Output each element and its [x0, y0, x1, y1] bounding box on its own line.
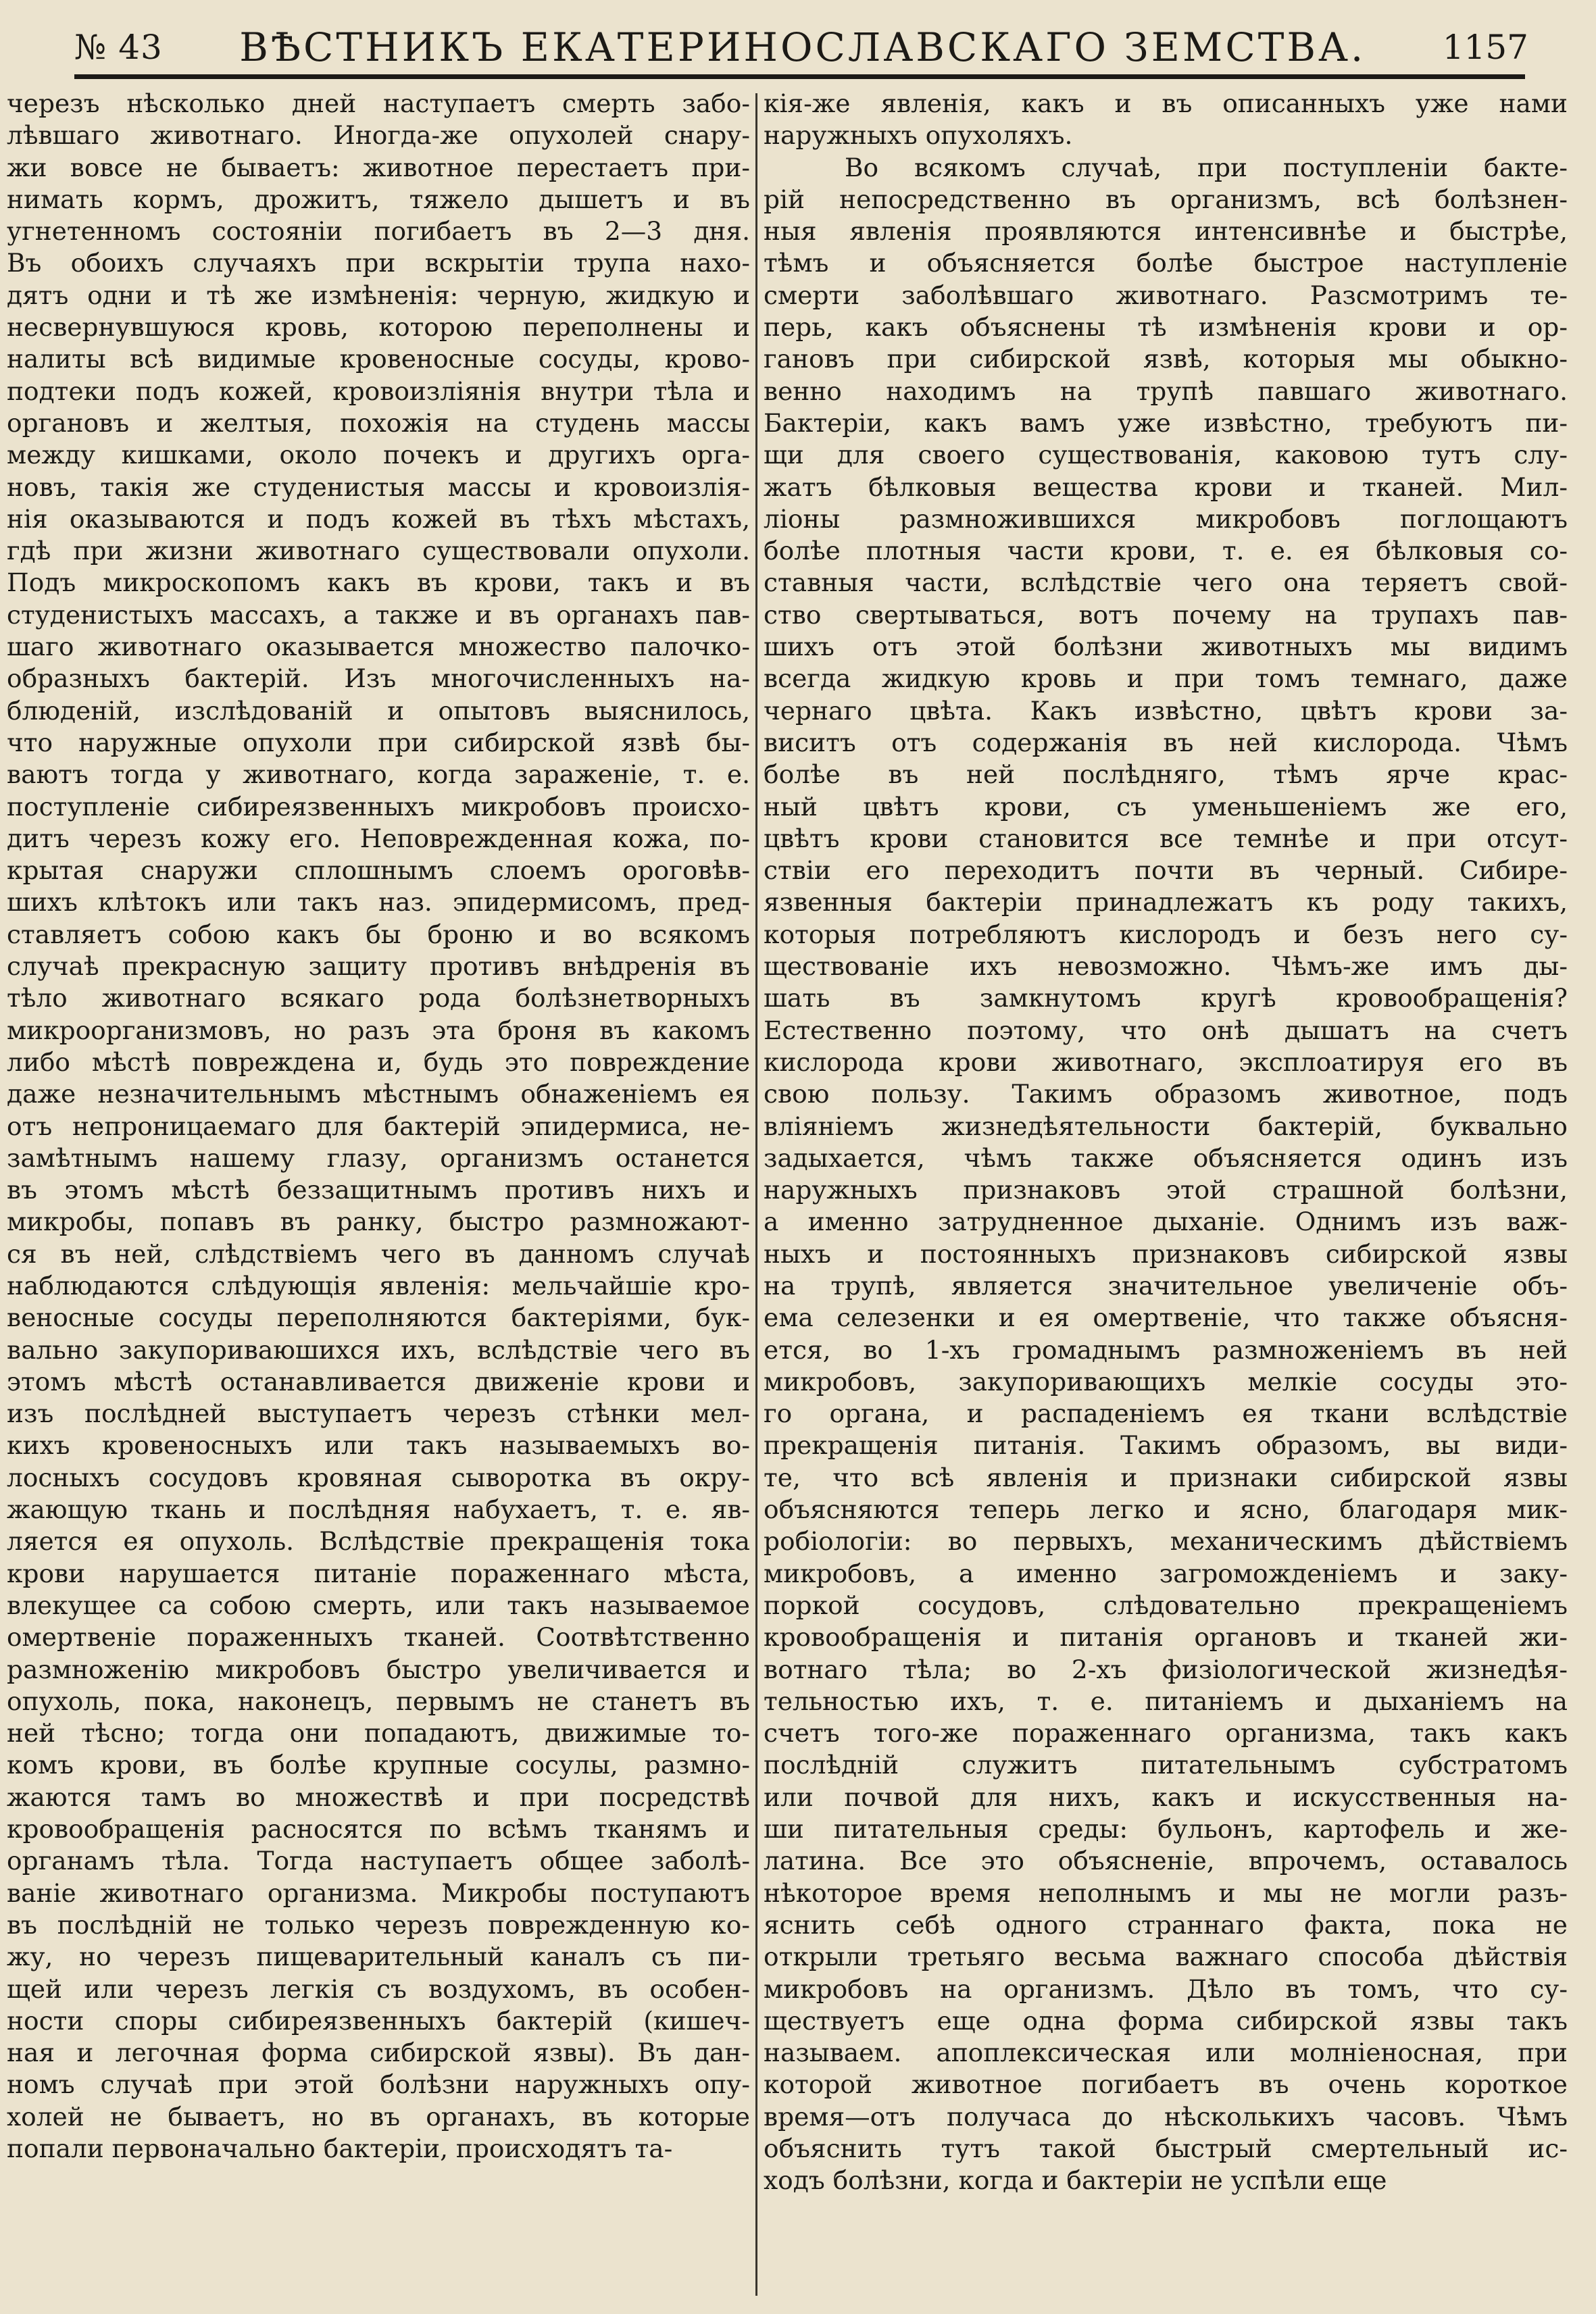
text-line: ныхъ и постоянныхъ признаковъ сибирской язвы [764, 1238, 1568, 1269]
text-line: кихъ кровеносныхъ или такъ называемыхъ во- [7, 1430, 750, 1461]
text-line: называем. апоплексическая или молніеносная, при [764, 2038, 1568, 2068]
text-line: кровообращенія и питанія органовъ и тканей жи- [764, 1622, 1568, 1653]
text-line: дятъ одни и тѣ же измѣненія: черную, жидкую и [7, 280, 750, 310]
text-line: перь, какъ объяснены тѣ измѣненія крови и ор- [764, 312, 1568, 343]
text-line: время—отъ получаса до нѣсколькихъ часовъ. Чѣмъ [764, 2101, 1568, 2132]
text-line: микробы, попавъ въ ранку, быстро размножают- [7, 1207, 750, 1237]
text-line: микроорганизмовъ, но разъ эта броня въ какомъ [7, 1015, 750, 1045]
text-line: рій непосредственно въ организмъ, всѣ болѣзнен- [764, 184, 1568, 214]
text-line: изъ послѣдней выступаетъ черезъ стѣнки мел- [7, 1399, 750, 1429]
text-line: въ этомъ мѣстѣ беззащитнымъ противъ нихъ и [7, 1175, 750, 1205]
text-line: прекращенія питанія. Такимъ образомъ, вы види- [764, 1430, 1568, 1461]
text-line: послѣдній служитъ питательнымъ субстратомъ [764, 1750, 1568, 1780]
text-line: комъ крови, въ болѣе крупные сосулы, размно- [7, 1750, 750, 1780]
text-line: те, что всѣ явленія и признаки сибирской язвы [764, 1462, 1568, 1492]
text-line: вотнаго тѣла; во 2-хъ физіологической жизнедѣя- [764, 1654, 1568, 1684]
text-line: Во всякомъ случаѣ, при поступленіи бакте- [845, 152, 1568, 182]
text-line: подтеки подъ кожей, кровоизліянія внутри тѣла и [7, 376, 750, 406]
text-line: смерти заболѣвшаго животнаго. Разсмотримъ те- [764, 280, 1568, 310]
text-line: тѣло животнаго всякаго рода болѣзнетворныхъ [7, 983, 750, 1013]
text-line: щи для своего существованія, каковою тутъ слу- [764, 440, 1568, 470]
page-header [74, 20, 1528, 74]
text-line: ныя явленія проявляются интенсивнѣе и быстрѣе, [764, 216, 1568, 247]
masthead-title: ВѢСТНИКЪ ЕКАТЕРИНОСЛАВСКАГО ЗЕМСТВА. [239, 24, 1366, 70]
text-line: счетъ того-же пораженнаго организма, такъ какъ [764, 1718, 1568, 1749]
text-line: образныхъ бактерій. Изъ многочисленныхъ на- [7, 663, 750, 694]
text-line: задыхается, чѣмъ также объясняется одинъ изъ [764, 1142, 1568, 1173]
text-line: угнетенномъ состояніи погибаетъ въ 2—3 дня. [7, 216, 750, 247]
text-line: Естественно поэтому, что онѣ дышатъ на счетъ [764, 1015, 1568, 1045]
text-line: тѣмъ и объясняется болѣе быстрое наступленіе [764, 248, 1568, 278]
text-line: цвѣтъ крови становится все темнѣе и при отсут- [764, 823, 1568, 853]
text-line: шаго животнаго оказывается множество палочко- [7, 632, 750, 662]
text-line: влекущее са собою смерть, или такъ называемое [7, 1590, 750, 1620]
left-column [7, 88, 750, 2165]
text-line: ществованіе ихъ невозможно. Чѣмъ-же имъ ды- [764, 951, 1568, 982]
text-line: микробовъ на организмъ. Дѣло въ томъ, что су- [764, 1973, 1568, 2004]
text-line: щей или черезъ легкія съ воздухомъ, въ особен- [7, 1973, 750, 2004]
text-line: размноженію микробовъ быстро увеличивается и [7, 1654, 750, 1684]
text-line: веносные сосуды переполняются бактеріями, бук- [7, 1303, 750, 1333]
text-line: микробовъ, а именно загроможденіемъ и заку- [764, 1558, 1568, 1588]
text-line: всегда жидкую кровь и при томъ темнаго, даже [764, 663, 1568, 694]
text-line: шать въ замкнутомъ кругѣ кровообращенія? [764, 983, 1568, 1013]
text-line: лѣвшаго животнаго. Иногда-же опухолей снару- [7, 120, 750, 151]
text-line: ней тѣсно; тогда они попадаютъ, движимые то- [7, 1718, 750, 1749]
text-line: органамъ тѣла. Тогда наступаетъ общее заболѣ- [7, 1846, 750, 1876]
text-line: ліоны размножившихся микробовъ поглощаютъ [764, 503, 1568, 534]
text-line: тельностью ихъ, т. е. питаніемъ и дыханіемъ на [764, 1686, 1568, 1716]
text-line: даже незначительнымъ мѣстнымъ обнаженіемъ ея [7, 1079, 750, 1109]
text-line: или почвой для нихъ, какъ и искусственныя на- [764, 1782, 1568, 1812]
text-line: болѣе въ ней послѣдняго, тѣмъ ярче крас- [764, 759, 1568, 790]
text-line: вліяніемъ жизнедѣятельности бактерій, буквально [764, 1111, 1568, 1141]
text-line: ставныя части, вслѣдствіе чего она теряетъ свой- [764, 568, 1568, 598]
text-line: шихъ клѣтокъ или такъ наз. эпидермисомъ, пред- [7, 887, 750, 917]
text-line: Въ обоихъ случаяхъ при вскрытіи трупа нахо- [7, 248, 750, 278]
text-line: объясняются теперь легко и ясно, благодаря мик- [764, 1494, 1568, 1525]
text-line: ляется ея опухоль. Вслѣдствіе прекращенія тока [7, 1526, 750, 1557]
text-line: виситъ отъ содержанія въ ней кислорода. Чѣмъ [764, 727, 1568, 757]
text-line: лосныхъ сосудовъ кровяная сыворотка въ окру- [7, 1462, 750, 1492]
text-line: жатъ бѣлковыя вещества крови и тканей. Мил- [764, 472, 1568, 502]
page-number: 1157 [1442, 28, 1528, 67]
text-line: ходъ болѣзни, когда и бактеріи не успѣли еще [764, 2165, 1387, 2196]
text-line: омертвеніе пораженныхъ тканей. Соотвѣтственно [7, 1622, 750, 1653]
text-line: открыли третьяго весьма важнаго способа дѣйствія [764, 1942, 1568, 1972]
text-line: язвенныя бактеріи принадлежатъ къ роду такихъ, [764, 887, 1568, 917]
text-line: ществуетъ еще одна форма сибирской язвы такъ [764, 2005, 1568, 2036]
text-line: опухоль, пока, наконецъ, первымъ не станетъ въ [7, 1686, 750, 1716]
text-line: чернаго цвѣта. Какъ извѣстно, цвѣтъ крови за- [764, 695, 1568, 726]
text-line: въ послѣдній не только черезъ поврежденную ко- [7, 1909, 750, 1940]
text-line: этомъ мѣстѣ останавливается движеніе крови и [7, 1366, 750, 1397]
text-line: ваніе животнаго организма. Микробы поступаютъ [7, 1878, 750, 1908]
text-line: отъ непроницаемаго для бактерій эпидермиса, не- [7, 1111, 750, 1141]
text-line: ный цвѣтъ крови, съ уменьшеніемъ же его, [764, 791, 1568, 822]
text-line: ности споры сибиреязвенныхъ бактерій (кишеч- [7, 2005, 750, 2036]
text-line: свою пользу. Такимъ образомъ животное, подъ [764, 1079, 1568, 1109]
text-line: вально закупориваюшихся ихъ, вслѣдствіе чего въ [7, 1334, 750, 1365]
article-body [0, 88, 1596, 2314]
issue-number: № 43 [74, 28, 163, 67]
text-line: которой животное погибаетъ въ очень короткое [764, 2069, 1568, 2100]
text-line: робіологіи: во первыхъ, механическимъ дѣйствіемъ [764, 1526, 1568, 1557]
text-line: гановъ при сибирской язвѣ, которыя мы обыкно- [764, 344, 1568, 374]
text-line: попали первоначально бактеріи, происходятъ та- [7, 2134, 673, 2163]
text-line: жи вовсе не бываетъ: животное перестаетъ при- [7, 152, 750, 182]
text-line: на трупѣ, является значительное увеличеніе объ- [764, 1270, 1568, 1301]
text-line: блюденій, изслѣдованій и опытовъ выяснилось, [7, 695, 750, 726]
right-column [764, 88, 1568, 2197]
text-line: холей не бываетъ, но въ органахъ, въ которые [7, 2101, 750, 2132]
text-line: нимать кормъ, дрожитъ, тяжело дышетъ и въ [7, 184, 750, 214]
text-line: либо мѣстѣ повреждена и, будь это повреждение [7, 1047, 750, 1077]
text-line: ставляетъ собою какъ бы броню и во всякомъ [7, 919, 750, 949]
text-line: крови нарушается питаніе пораженнаго мѣста, [7, 1558, 750, 1588]
text-line: поступленіе сибиреязвенныхъ микробовъ происхо- [7, 791, 750, 822]
text-line: случаѣ прекрасную защиту противъ внѣдренія въ [7, 951, 750, 982]
text-line: жаются тамъ во множествѣ и при посредствѣ [7, 1782, 750, 1812]
text-line: номъ случаѣ при этой болѣзни наружныхъ опу- [7, 2069, 750, 2100]
text-line: черезъ нѣсколько дней наступаетъ смерть забо- [7, 89, 750, 118]
text-line: наружныхъ опухоляхъ. [764, 120, 1073, 151]
text-line: налиты всѣ видимые кровеносные сосуды, крово- [7, 344, 750, 374]
text-line: яснить себѣ одного страннаго факта, пока не [764, 1909, 1568, 1940]
text-line: ся въ ней, слѣдствіемъ чего въ данномъ случаѣ [7, 1238, 750, 1269]
text-line: замѣтнымъ нашему глазу, организмъ останется [7, 1142, 750, 1173]
text-line: кія-же явленія, какъ и въ описанныхъ уже нами [764, 89, 1568, 118]
text-line: жающую ткань и послѣдняя набухаетъ, т. е. яв- [7, 1494, 750, 1525]
text-line: микробовъ, закупоривающихъ мелкіе сосуды это- [764, 1366, 1568, 1397]
text-line: ствіи его переходитъ почти въ черный. Сибире- [764, 855, 1568, 886]
text-line: жу, но черезъ пищеварительный каналъ съ пи- [7, 1942, 750, 1972]
text-line: болѣе плотныя части крови, т. е. ея бѣлковыя со- [764, 536, 1568, 566]
text-line: ваютъ тогда у животнаго, когда зараженіе, т. е. [7, 759, 750, 790]
text-line: объяснить тутъ такой быстрый смертельный ис- [764, 2134, 1568, 2163]
text-line: органовъ и желтыя, похожія на студень массы [7, 407, 750, 438]
text-line: ется, во 1-хъ громаднымъ размноженіемъ въ ней [764, 1334, 1568, 1365]
text-line: гдѣ при жизни животнаго существовали опухоли. [7, 536, 750, 566]
text-line: которыя потребляютъ кислородъ и безъ него су- [764, 919, 1568, 949]
text-line: поркой сосудовъ, слѣдовательно прекращеніемъ [764, 1590, 1568, 1620]
text-line: ство свертываться, вотъ почему на трупахъ пав- [764, 599, 1568, 630]
text-line: латина. Все это объясненіе, впрочемъ, оставалось [764, 1846, 1568, 1876]
text-line: ема селезенки и ея омертвеніе, что также объясня- [764, 1303, 1568, 1333]
text-line: крытая снаружи сплошнымъ слоемъ ороговѣв- [7, 855, 750, 886]
text-line: что наружные опухоли при сибирской язвѣ бы- [7, 727, 750, 757]
text-line: нія оказываются и подъ кожей въ тѣхъ мѣстахъ, [7, 503, 750, 534]
header-rule [74, 74, 1525, 79]
text-line: ши питательныя среды: бульонъ, картофель и же- [764, 1814, 1568, 1844]
text-line: между кишками, около почекъ и другихъ орга- [7, 440, 750, 470]
text-line: Подъ микроскопомъ какъ въ крови, такъ и въ [7, 568, 750, 598]
text-line: кислорода крови животнаго, эксплоатируя его въ [764, 1047, 1568, 1077]
text-line: ная и легочная форма сибирской язвы). Въ дан- [7, 2038, 750, 2068]
text-line: нѣкоторое время неполнымъ и мы не могли разъ- [764, 1878, 1568, 1908]
text-line: дитъ черезъ кожу его. Неповрежденная кожа, по- [7, 823, 750, 853]
text-line: а именно затрудненное дыханіе. Однимъ изъ важ- [764, 1207, 1568, 1237]
text-line: несвернувшуюся кровь, которою переполнены и [7, 312, 750, 343]
text-line: Бактеріи, какъ вамъ уже извѣстно, требуютъ пи- [764, 407, 1568, 438]
text-line: студенистыхъ массахъ, а также и въ органахъ пав- [7, 599, 750, 630]
text-line: го органа, и распаденіемъ ея ткани вслѣдствіе [764, 1399, 1568, 1429]
text-line: шихъ отъ этой болѣзни животныхъ мы видимъ [764, 632, 1568, 662]
text-line: кровообращенія расносятся по всѣмъ тканямъ и [7, 1814, 750, 1844]
text-line: венно находимъ на трупѣ павшаго животнаго. [764, 376, 1568, 406]
text-line: наблюдаются слѣдующія явленія: мельчайшіе кро- [7, 1270, 750, 1301]
text-line: новъ, такія же студенистыя массы и кровоизлія- [7, 472, 750, 502]
text-line: наружныхъ признаковъ этой страшной болѣзни, [764, 1175, 1568, 1205]
